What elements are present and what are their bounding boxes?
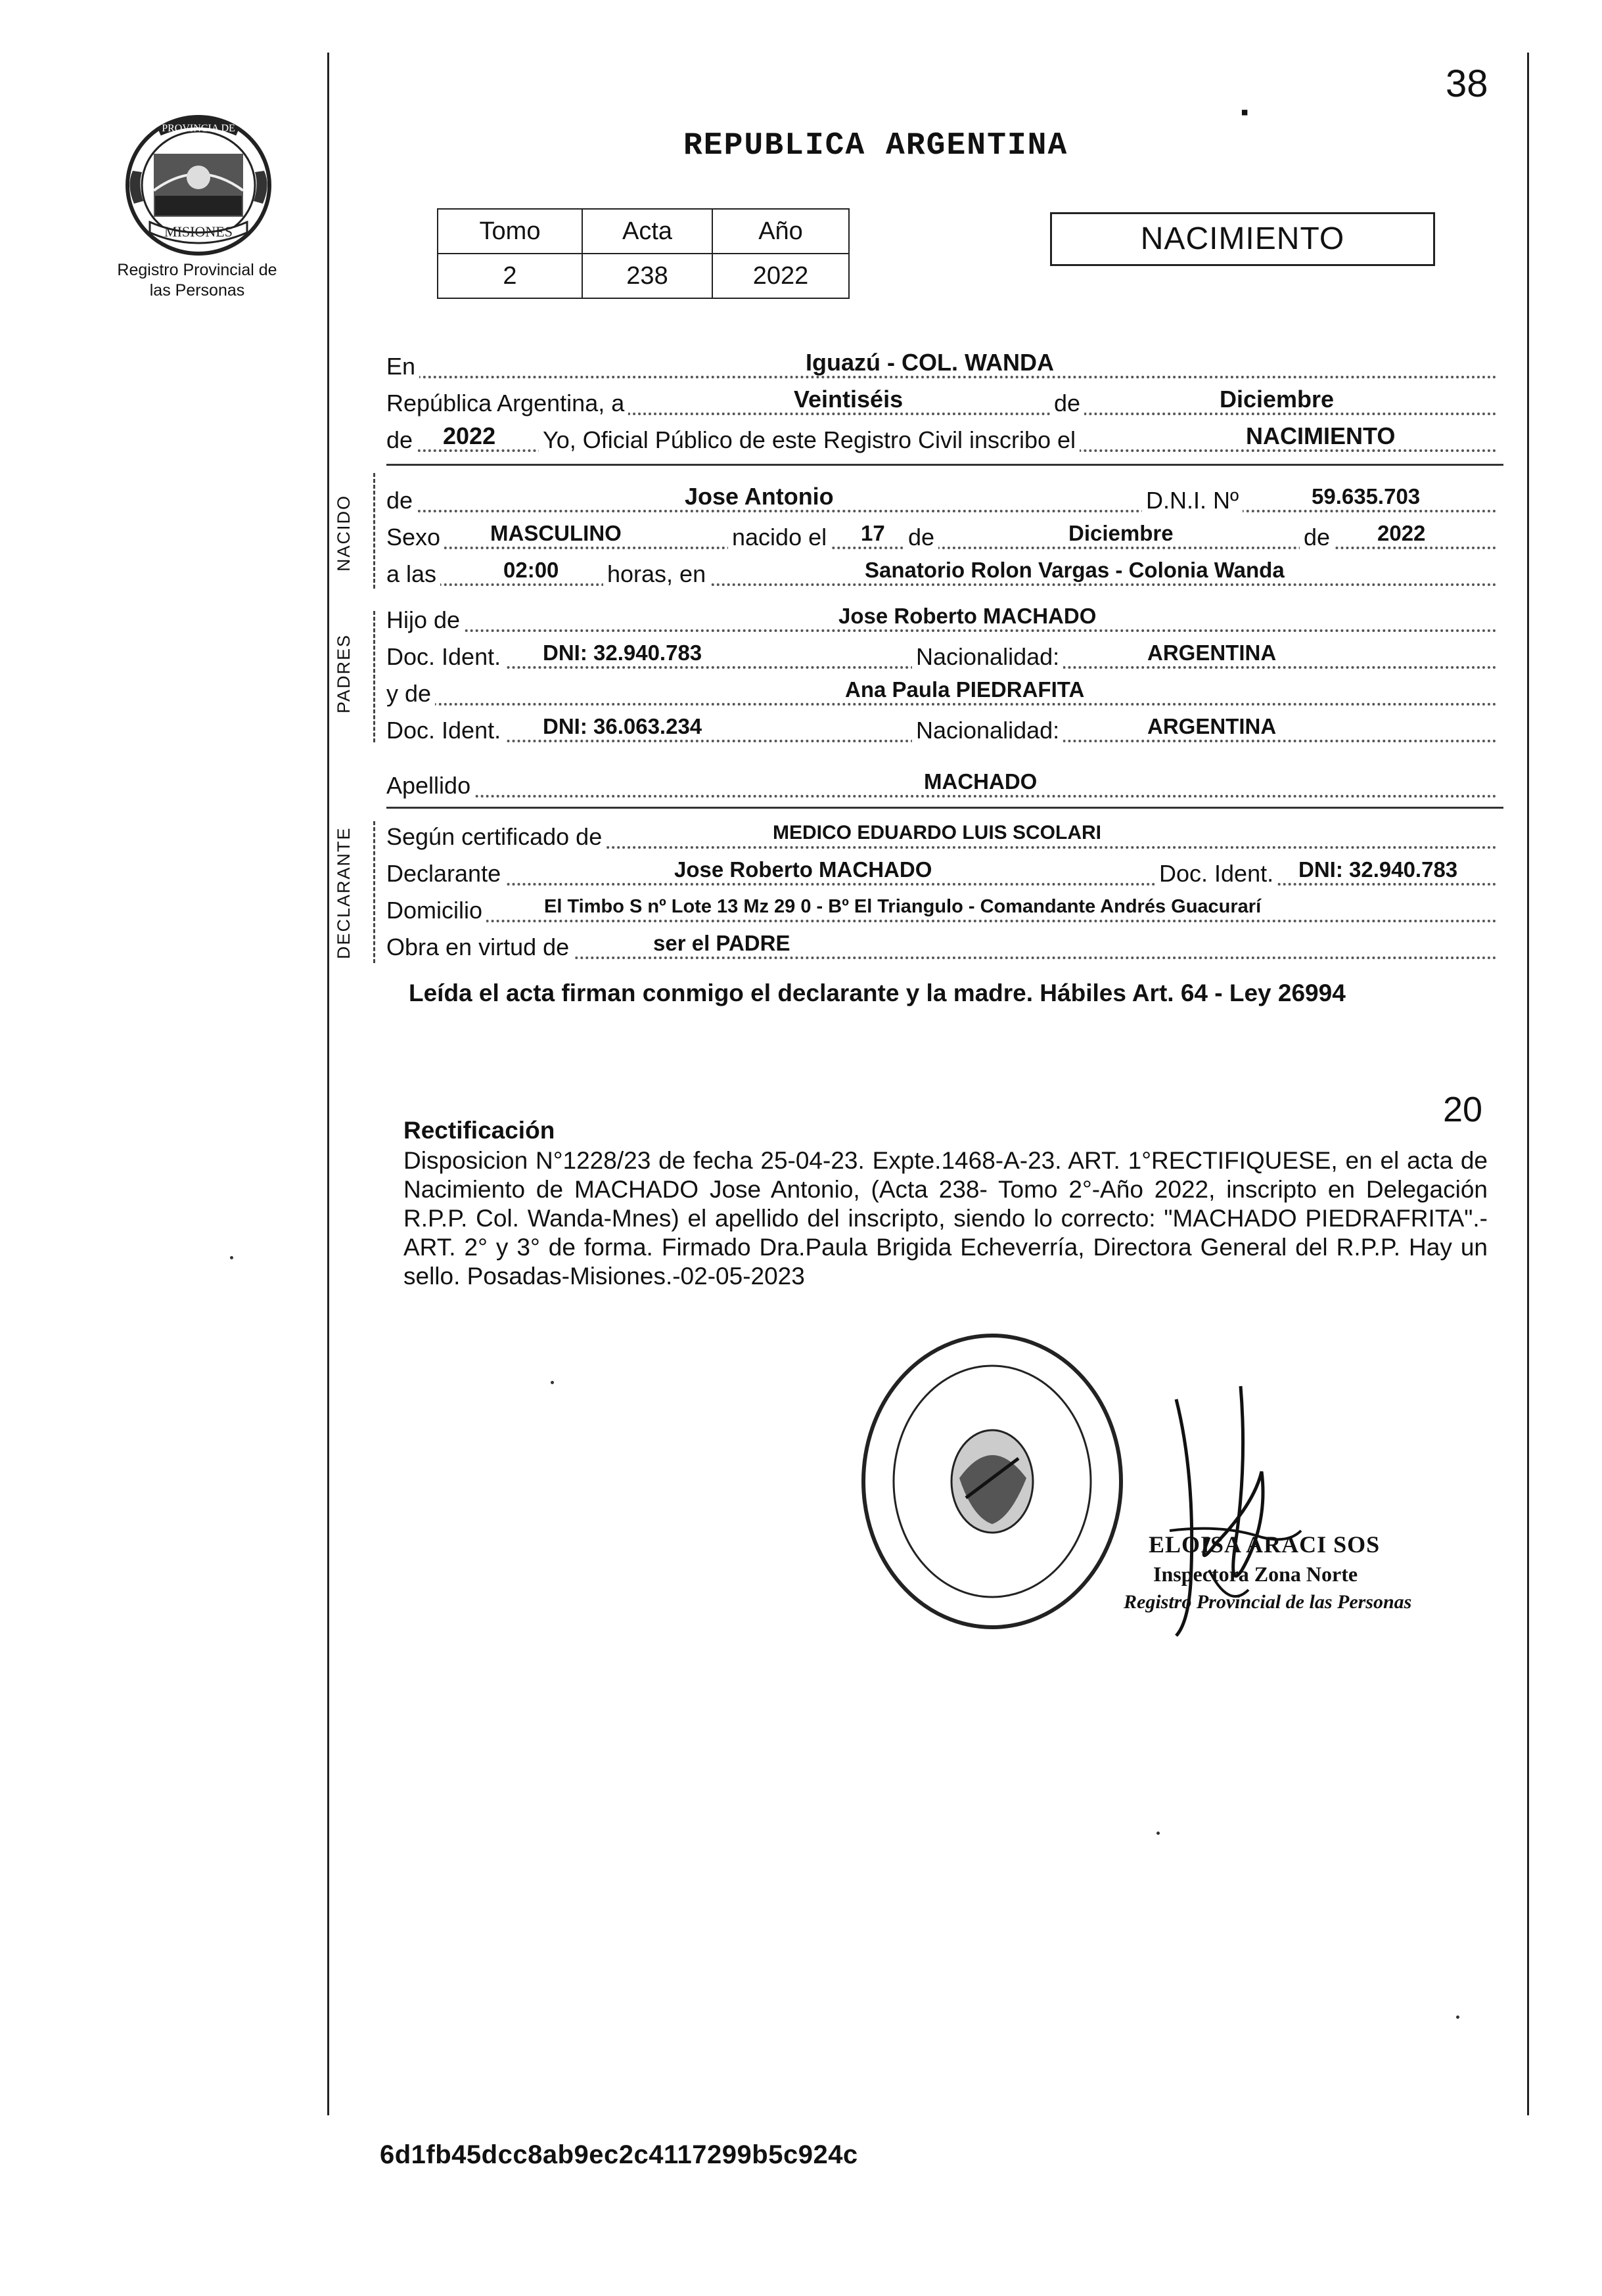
value-certificate: MEDICO EDUARDO LUIS SCOLARI	[767, 820, 1107, 846]
rectification-body: Disposicion N°1228/23 de fecha 25-04-23. Expte.1468-A-23. ART. 1°RECTIFIQUESE, en el acta de Nacimiento de MACHADO Jose Antonio, (Acta 238- Tomo 2°-Año 2022, inscripto en Delegación R.P.P. Col. Wanda-Mnes) el apellido del inscripto, siendo lo correcto: "MACHADO PIEDRAFRITA".- ART. 2° y 3° de forma. Firmado Dra.Paula Brigida Echeverría, Directora General del R.P.P. Hay un sello. Posadas-Misiones.-02-05-2023	[403, 1147, 1488, 1290]
svg-text:MISIONES: MISIONES	[164, 223, 233, 240]
section-bar	[373, 821, 377, 963]
value-registers: NACIMIENTO	[1241, 423, 1400, 449]
record-type-box: NACIMIENTO	[1050, 212, 1435, 266]
value-place: Iguazú - COL. WANDA	[800, 349, 1059, 376]
row-name	[386, 482, 1497, 515]
header-ano: Año	[712, 209, 849, 254]
label-en: En	[386, 352, 419, 381]
row-sex	[386, 519, 1497, 552]
value-father-nationality: ARGENTINA	[1142, 640, 1281, 666]
label-de: de	[1050, 389, 1084, 418]
svg-text:PROVINCIA DE: PROVINCIA DE	[162, 123, 235, 134]
left-margin-line	[327, 53, 329, 2115]
header-acta: Acta	[582, 209, 712, 254]
value-day: Veintiséis	[789, 386, 908, 413]
label-republica: República Argentina, a	[386, 389, 628, 418]
label-alas: a las	[386, 560, 440, 589]
scan-speck	[1456, 2015, 1459, 2019]
row-declarant	[386, 855, 1497, 888]
value-surname: MACHADO	[919, 769, 1042, 795]
divider	[386, 464, 1503, 466]
header-tomo: Tomo	[438, 209, 582, 254]
value-child-name: Jose Antonio	[679, 484, 839, 510]
value-time: 02:00	[498, 557, 564, 583]
label-domicilio: Domicilio	[386, 896, 486, 925]
record-table	[437, 208, 850, 299]
scan-speck	[1156, 1832, 1160, 1835]
value-birth-month: Diciembre	[1063, 520, 1179, 547]
value-sexo: MASCULINO	[485, 520, 627, 547]
value-father-doc: DNI: 32.940.783	[538, 640, 707, 666]
value-tomo: 2	[438, 254, 582, 298]
value-father: Jose Roberto MACHADO	[833, 603, 1101, 629]
row-father	[386, 602, 1497, 635]
label-obra: Obra en virtud de	[386, 933, 573, 962]
label-nacionalidad: Nacionalidad:	[912, 716, 1063, 745]
label-de: de	[904, 523, 938, 552]
row-mother-doc	[386, 712, 1497, 745]
value-month: Diciembre	[1214, 386, 1339, 413]
row-address	[386, 892, 1497, 925]
row-mother	[386, 675, 1497, 708]
value-birth-day: 17	[856, 520, 890, 547]
row-date	[386, 385, 1497, 418]
value-birth-place: Sanatorio Rolon Vargas - Colonia Wanda	[859, 557, 1290, 583]
row-surname	[386, 767, 1497, 800]
label-official: Yo, Oficial Público de este Registro Civil inscribo el	[539, 426, 1080, 455]
label-dni: D.N.I. Nº	[1142, 486, 1243, 515]
misiones-seal-logo	[113, 112, 284, 263]
value-mother-nationality: ARGENTINA	[1142, 713, 1281, 740]
signatory-title: Inspectora Zona Norte	[1153, 1562, 1358, 1586]
label-nacionalidad: Nacionalidad:	[912, 642, 1063, 671]
country-title: REPUBLICA ARGENTINA	[683, 128, 1068, 164]
label-doc: Doc. Ident.	[386, 716, 505, 745]
value-mother: Ana Paula PIEDRAFITA	[840, 677, 1089, 703]
value-declarant: Jose Roberto MACHADO	[669, 857, 937, 883]
section-label-padres: PADRES	[334, 633, 354, 713]
value-obra: ser el PADRE	[648, 930, 795, 957]
label-doc: Doc. Ident.	[386, 642, 505, 671]
value-declarant-doc: DNI: 32.940.783	[1293, 857, 1463, 883]
section-bar	[373, 611, 377, 742]
rectification-title: Rectificación	[403, 1117, 555, 1144]
label-de: de	[1300, 523, 1334, 552]
row-time-place	[386, 556, 1497, 589]
closing-note: Leída el acta firman conmigo el declarante y la madre. Hábiles Art. 64 - Ley 26994	[409, 979, 1346, 1006]
value-mother-doc: DNI: 36.063.234	[538, 713, 707, 740]
row-place	[386, 348, 1497, 381]
label-declarante: Declarante	[386, 859, 505, 888]
count-mark: 20	[1443, 1090, 1483, 1129]
label-horas: horas, en	[603, 560, 710, 589]
signatory-office: Registro Provincial de las Personas	[1124, 1591, 1412, 1613]
value-address: El Timbo S nº Lote 13 Mz 29 0 - Bº El Triangulo - Comandante Andrés Guacurarí	[539, 893, 1266, 920]
scan-speck	[230, 1256, 233, 1259]
section-label-declarante: DECLARANTE	[334, 826, 354, 959]
label-de: de	[386, 486, 417, 515]
section-label-nacido: NACIDO	[334, 494, 354, 572]
value-ano: 2022	[712, 254, 849, 298]
divider	[386, 807, 1503, 809]
page-number: 38	[1446, 62, 1488, 105]
ink-dot: ▪	[1241, 100, 1249, 125]
label-apellido: Apellido	[386, 771, 474, 800]
label-doc: Doc. Ident.	[1155, 859, 1277, 888]
label-sexo: Sexo	[386, 523, 444, 552]
row-father-doc	[386, 639, 1497, 671]
row-obra	[386, 929, 1497, 962]
label-certificado: Según certificado de	[386, 822, 606, 851]
registry-name: Registro Provincial de las Personas	[117, 261, 277, 300]
label-de2: de	[386, 426, 417, 455]
signatory-name: ELOISA ARACI SOS	[1149, 1531, 1381, 1558]
label-yde: y de	[386, 679, 435, 708]
value-acta: 238	[582, 254, 712, 298]
scan-speck	[551, 1381, 554, 1384]
value-child-dni: 59.635.703	[1306, 484, 1425, 510]
value-year: 2022	[438, 423, 501, 449]
official-stamp	[854, 1327, 1130, 1636]
right-margin-line	[1527, 53, 1529, 2115]
document-hash: 6d1fb45dcc8ab9ec2c4117299b5c924c	[380, 2140, 858, 2169]
label-hijo: Hijo de	[386, 606, 464, 635]
row-certificate	[386, 819, 1497, 851]
section-bar	[373, 473, 377, 589]
row-official	[386, 422, 1497, 455]
label-nacido: nacido el	[728, 523, 831, 552]
value-birth-year: 2022	[1372, 520, 1430, 547]
